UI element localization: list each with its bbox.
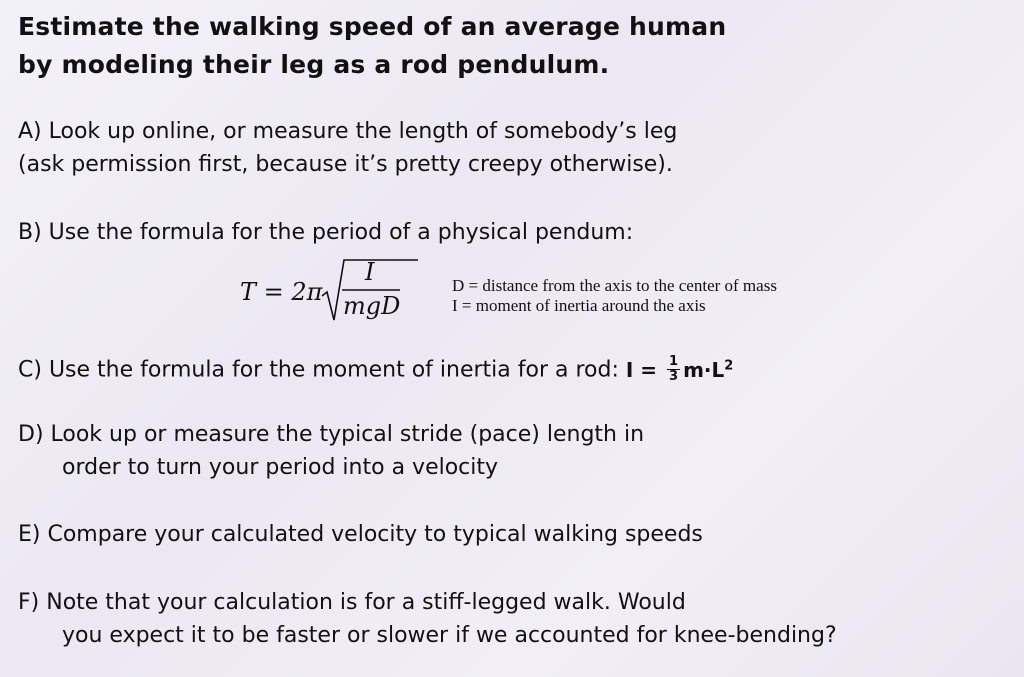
- item-b: [18, 216, 633, 249]
- item-a-line-1: A) Look up online, or measure the length of somebody’s leg: [18, 119, 678, 144]
- item-c-text: C) Use the formula for the moment of inertia for a rod:: [18, 357, 619, 383]
- formula-numerator: I: [365, 258, 375, 286]
- item-e: [18, 518, 703, 551]
- item-d-line-2: order to turn your period into a velocity: [62, 455, 499, 480]
- fraction-denominator: 3: [669, 368, 679, 384]
- item-d: [18, 418, 644, 484]
- title-line-2: by modeling their leg as a rod pendulum.: [18, 50, 610, 79]
- item-e-line-1: E) Compare your calculated velocity to typical walking speeds: [18, 522, 703, 547]
- formula-definitions: [452, 276, 777, 316]
- inertia-rhs: m·L: [683, 357, 725, 382]
- pendulum-period-formula: [240, 258, 440, 328]
- inertia-lhs: I =: [625, 357, 658, 382]
- one-third-fraction: [667, 355, 680, 384]
- title-line-1: Estimate the walking speed of an average human: [18, 12, 727, 41]
- item-f: [18, 586, 837, 652]
- worksheet-title: [18, 8, 726, 84]
- definition-i: I = moment of inertia around the axis: [452, 296, 706, 315]
- rod-inertia-formula: [625, 353, 734, 384]
- item-d-line-1: D) Look up or measure the typical stride (pace) length in: [18, 422, 645, 447]
- formula-denominator: mgD: [343, 292, 401, 320]
- item-a-line-2: (ask permission first, because it’s pretty creepy otherwise).: [18, 152, 673, 177]
- item-b-line-1: B) Use the formula for the period of a physical pendum:: [18, 220, 634, 245]
- item-a: [18, 115, 677, 181]
- item-f-line-1: F) Note that your calculation is for a stiff-legged walk. Would: [18, 590, 686, 615]
- formula-lhs: T = 2π: [240, 278, 323, 306]
- inertia-exponent: 2: [724, 358, 734, 373]
- definition-d: D = distance from the axis to the center of mass: [452, 276, 777, 295]
- fraction-numerator: 1: [669, 353, 679, 369]
- item-c: [18, 349, 733, 387]
- item-f-line-2: you expect it to be faster or slower if we accounted for knee-bending?: [62, 623, 837, 648]
